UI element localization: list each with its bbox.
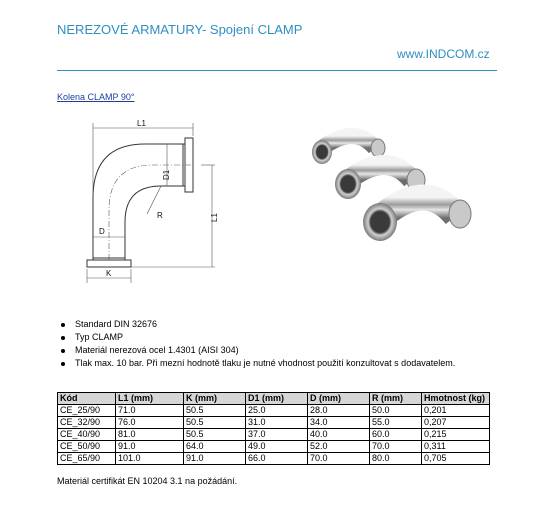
cell-d: 34.0 [308,417,370,429]
cell-d1: 37.0 [246,429,308,441]
cell-weight: 0,311 [422,441,490,453]
header-d1: D1 (mm) [246,393,308,405]
cell-k: 50.5 [184,417,246,429]
label-r: R [157,211,163,220]
header-k: K (mm) [184,393,246,405]
label-l1-top: L1 [137,119,146,128]
spec-item: Typ CLAMP [57,331,455,344]
table-row [58,429,490,441]
header-d: D (mm) [308,393,370,405]
certificate-note: Materiál certifikát EN 10204 3.1 na požádání. [57,476,238,486]
cell-weight: 0,215 [422,429,490,441]
table-row [58,441,490,453]
spec-item: Standard DIN 32676 [57,318,455,331]
cell-k: 91.0 [184,453,246,465]
header-code: Kód [58,393,116,405]
cell-code: CE_32/90 [58,417,116,429]
cell-d1: 31.0 [246,417,308,429]
cell-d1: 66.0 [246,453,308,465]
cell-k: 50.5 [184,405,246,417]
cell-d: 70.0 [308,453,370,465]
website-link[interactable]: www.INDCOM.cz [397,47,490,61]
cell-l1: 71.0 [116,405,184,417]
header-divider [57,70,497,71]
cell-code: CE_65/90 [58,453,116,465]
header-title: NEREZOVÉ ARMATURY- Spojení CLAMP [57,22,303,37]
cell-code: CE_50/90 [58,441,116,453]
cell-code: CE_40/90 [58,429,116,441]
spec-item: Tlak max. 10 bar. Při mezní hodnotě tlaku je nutné vhodnost použití konzultovat s dodavatelem. [57,357,455,370]
cell-code: CE_25/90 [58,405,116,417]
cell-weight: 0,201 [422,405,490,417]
cell-weight: 0,705 [422,453,490,465]
header-r: R (mm) [370,393,422,405]
cell-k: 50.5 [184,429,246,441]
label-d: D [99,227,105,236]
table-row [58,417,490,429]
spec-list [57,318,455,370]
cell-d: 40.0 [308,429,370,441]
label-d1: D1 [162,169,171,180]
cell-r: 60.0 [370,429,422,441]
label-k: K [106,269,112,278]
cell-l1: 81.0 [116,429,184,441]
cell-weight: 0,207 [422,417,490,429]
cell-k: 64.0 [184,441,246,453]
elbow-technical-drawing [65,118,225,288]
dimensions-table [57,392,490,465]
cell-r: 80.0 [370,453,422,465]
cell-l1: 101.0 [116,453,184,465]
table-row [58,405,490,417]
cell-d: 28.0 [308,405,370,417]
cell-r: 50.0 [370,405,422,417]
header-l1: L1 (mm) [116,393,184,405]
cell-r: 55.0 [370,417,422,429]
header-weight: Hmotnost (kg) [422,393,490,405]
cell-d1: 49.0 [246,441,308,453]
elbow-product-photo [300,118,475,248]
cell-r: 70.0 [370,441,422,453]
table-row [58,453,490,465]
cell-l1: 76.0 [116,417,184,429]
cell-l1: 91.0 [116,441,184,453]
section-title[interactable]: Kolena CLAMP 90° [57,92,135,102]
cell-d: 52.0 [308,441,370,453]
table-header-row [58,393,490,405]
spec-item: Materiál nerezová ocel 1.4301 (AISI 304) [57,344,455,357]
cell-d1: 25.0 [246,405,308,417]
label-l1-side: L1 [210,213,219,222]
